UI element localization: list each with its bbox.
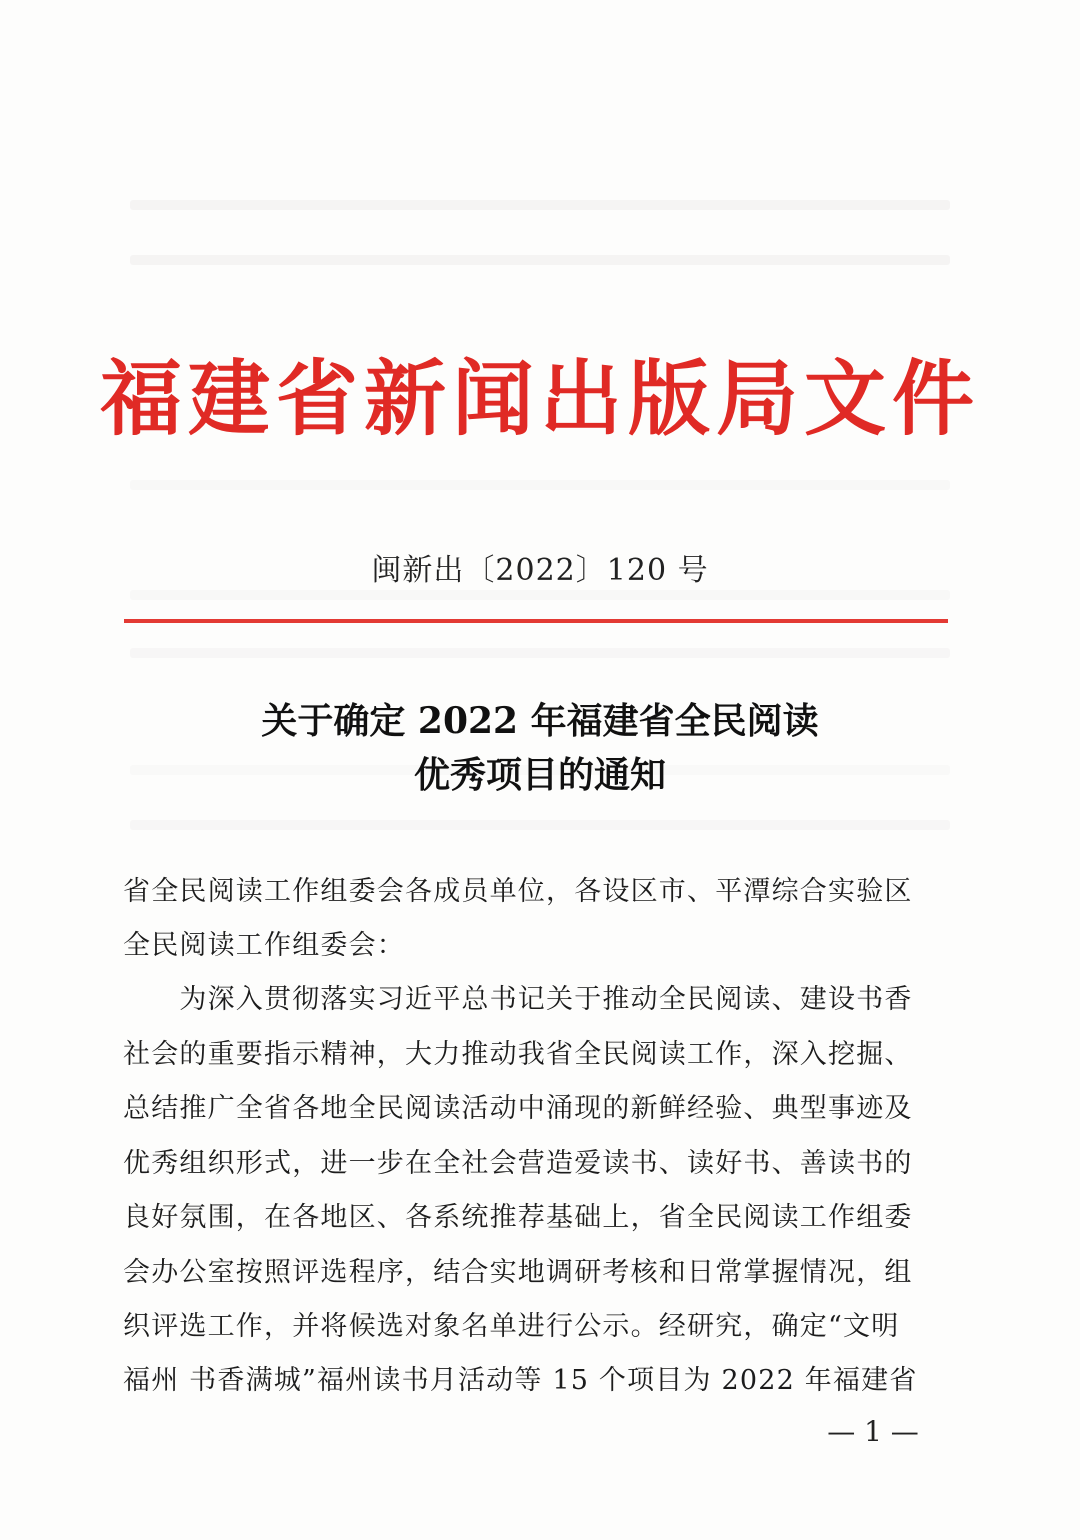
bleed-through-mark [130,820,950,830]
body-line: 织评选工作，并将候选对象名单进行公示。经研究，确定“文明 [123,1311,900,1342]
body-line: 福州 书香满城”福州读书月活动等 15 个项目为 2022 年福建省 [123,1365,918,1396]
bleed-through-mark [130,255,950,265]
bleed-through-mark [130,648,950,658]
masthead-title: 福建省新闻出版局文件 [99,351,980,447]
addressee-line-2: 全民阅读工作组委会： [123,930,405,961]
body-line: 会办公室按照评选程序，结合实地调研考核和日常掌握情况，组 [123,1257,913,1288]
bleed-through-mark [130,200,950,210]
body-line: 总结推广全省各地全民阅读活动中涌现的新鲜经验、典型事迹及 [123,1093,913,1124]
body-line: 良好氛围，在各地区、各系统推荐基础上，省全民阅读工作组委 [123,1202,913,1233]
body-line: 优秀组织形式，进一步在全社会营造爱读书、读好书、善读书的 [123,1148,913,1179]
addressee-line-1: 省全民阅读工作组委会各成员单位，各设区市、平潭综合实验区 [123,876,913,907]
document-number: 闽新出〔2022〕120 号 [371,553,709,588]
body-line: 为深入贯彻落实习近平总书记关于推动全民阅读、建设书香 [123,984,913,1015]
bleed-through-mark [130,480,950,490]
page-number: — 1 — [827,1415,919,1448]
notice-title-line-2: 优秀项目的通知 [413,754,666,796]
body-line: 社会的重要指示精神，大力推动我省全民阅读工作，深入挖掘、 [123,1039,913,1070]
notice-title-line-1: 关于确定 2022 年福建省全民阅读 [261,700,819,742]
bleed-through-mark [130,590,950,600]
red-divider-line [124,619,948,623]
